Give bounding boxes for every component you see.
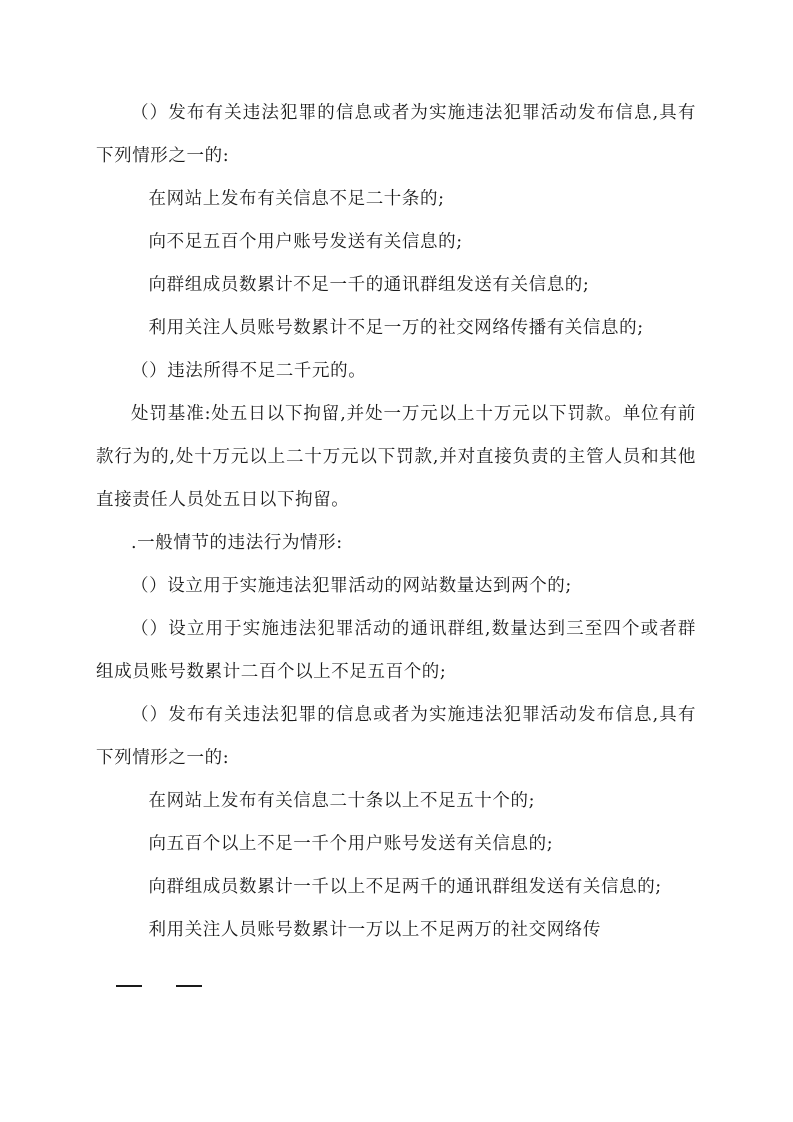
paragraph: （）设立用于实施违法犯罪活动的网站数量达到两个的; bbox=[131, 576, 572, 596]
paragraph: （）设立用于实施违法犯罪活动的通讯群组,数量达到三至四个或者群组成员账号数累计二百个以上不足五百个的; bbox=[96, 619, 696, 682]
paragraph: 在网站上发布有关信息不足二十条的; bbox=[148, 189, 445, 209]
paragraph: （）发布有关违法犯罪的信息或者为实施违法犯罪活动发布信息,具有下列情形之一的: bbox=[96, 705, 696, 768]
paragraph: 处罚基准:处五日以下拘留,并处一万元以上十万元以下罚款。单位有前款行为的,处十万元以上二十万元以下罚款,并对直接负责的主管人员和其他直接责任人员处五日以下拘留。 bbox=[96, 404, 696, 510]
paragraph: 向不足五百个用户账号发送有关信息的; bbox=[148, 232, 463, 252]
paragraph: 利用关注人员账号数累计不足一万的社交网络传播有关信息的; bbox=[148, 318, 644, 338]
paragraph: 向群组成员数累计一千以上不足两千的通讯群组发送有关信息的; bbox=[148, 877, 662, 897]
paragraph: 利用关注人员账号数累计一万以上不足两万的社交网络传 bbox=[148, 920, 601, 940]
page-footer-marks bbox=[116, 975, 316, 997]
paragraph: .一般情节的违法行为情形: bbox=[131, 533, 343, 553]
dash-mark-left bbox=[116, 985, 142, 987]
paragraph: 向群组成员数累计不足一千的通讯群组发送有关信息的; bbox=[148, 275, 590, 295]
document-body bbox=[96, 92, 696, 952]
paragraph: 向五百个以上不足一千个用户账号发送有关信息的; bbox=[148, 834, 554, 854]
paragraph: 在网站上发布有关信息二十条以上不足五十个的; bbox=[148, 791, 536, 811]
paragraph: （）违法所得不足二千元的。 bbox=[131, 361, 367, 381]
dash-mark-right bbox=[176, 985, 202, 987]
paragraph: （）发布有关违法犯罪的信息或者为实施违法犯罪活动发布信息,具有下列情形之一的: bbox=[96, 103, 696, 166]
